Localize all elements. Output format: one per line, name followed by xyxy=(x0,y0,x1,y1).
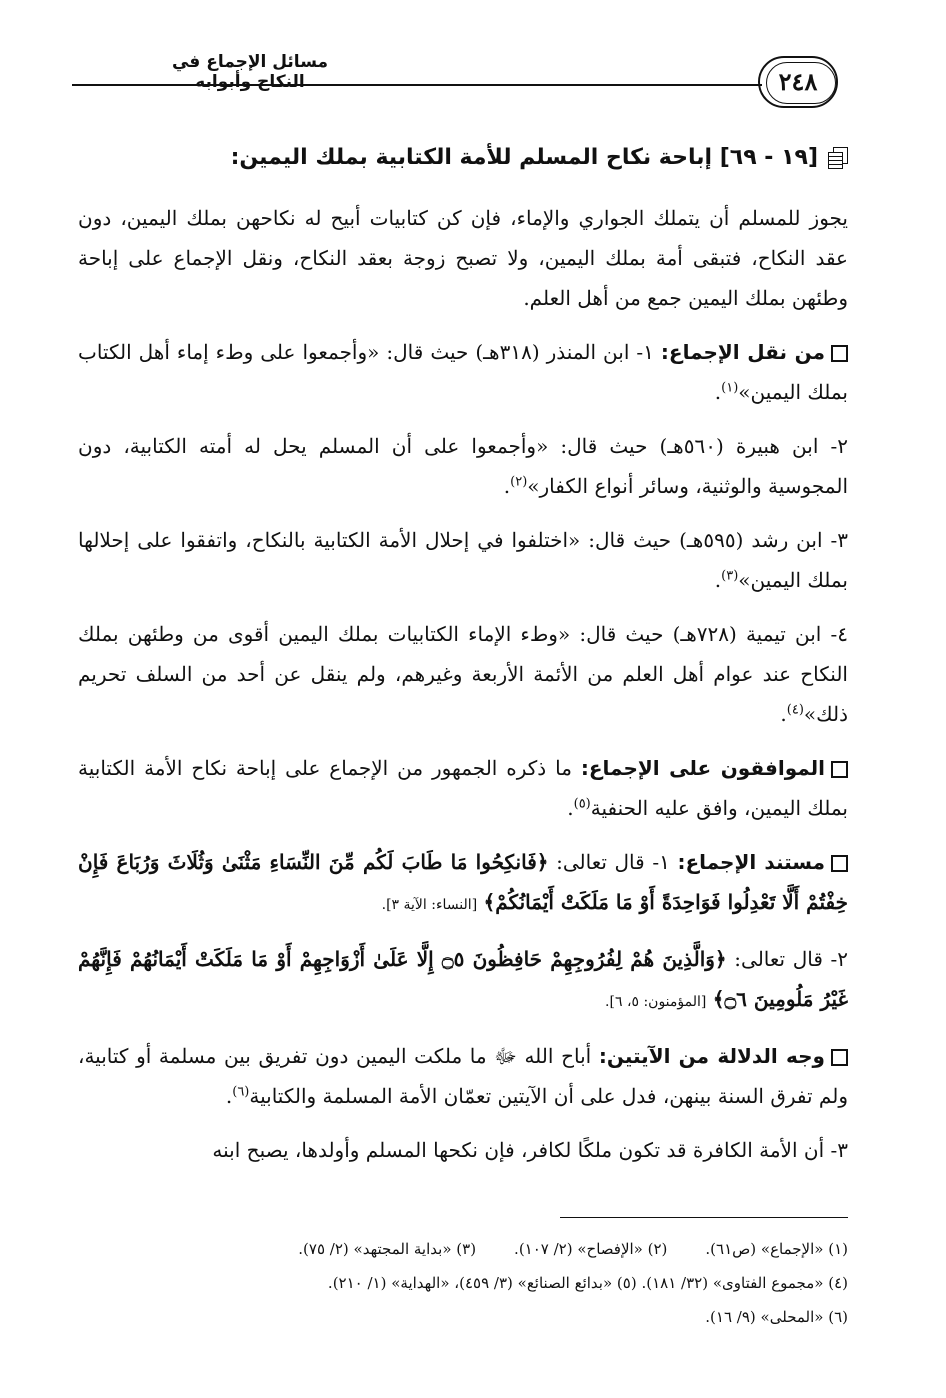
transmitter-paragraph-3: ٣- ابن رشد (٥٩٥هـ) حيث قال: «اختلفوا في إحلال الأمة الكتابية بالنكاح، واتفقوا على إحلالها بملك اليمين»$^{(٣)}$. xyxy=(78,528,848,592)
transmitter-text-1: ١- ابن المنذر (٣١٨هـ) حيث قال: «وأجمعوا على وطء إماء أهل الكتاب بملك اليمين» xyxy=(78,340,848,404)
footnote-ref-6: (٦) xyxy=(232,1084,250,1100)
checkbox-square-icon xyxy=(831,345,848,362)
checkbox-square-icon xyxy=(831,1049,848,1066)
footnote-ref-5: (٥) xyxy=(573,796,591,812)
section-heading-text: [١٩ - ٦٩] إباحة نكاح المسلم للأمة الكتابية بملك اليمين: xyxy=(230,145,818,170)
basis-paragraph-1 xyxy=(78,842,848,925)
footnote-row-1 xyxy=(78,1232,848,1266)
running-header-title: مسائل الإجماع في النكاح وأبوابه xyxy=(171,52,329,92)
footnote-1: (١) «الإجماع» (ص٦١). xyxy=(705,1240,848,1258)
verse-reference-2: [المؤمنون: ٥، ٦]. xyxy=(605,994,707,1010)
footnote-row-2 xyxy=(78,1266,848,1300)
documents-icon xyxy=(828,147,848,169)
basis-label: مستند الإجماع: xyxy=(677,850,826,874)
footnote-ref-1: (١) xyxy=(721,380,739,396)
intro-paragraph: يجوز للمسلم أن يتملك الجواري والإماء، فإن كن كتابيات أبيح له نكاحهن بملك اليمين، دون عقد النكاح، فتبقى أمة بملك اليمين، ولا تصبح زوجة بعقد النكاح، ونقل الإجماع على إباحة وطئهن بملك اليمين جمع من أهل العلم. xyxy=(78,206,848,310)
section-heading xyxy=(78,140,848,176)
transmitter-paragraph-2: ٢- ابن هبيرة (٥٦٠هـ) حيث قال: «وأجمعوا على أن المسلم يحل له أمته الكتابية، دون المجوسية والوثنية، وسائر أنواع الكفار»$^{(٢)}$. xyxy=(78,434,848,498)
footnote-6: (٦) «المحلى» (٩/ ١٦). xyxy=(705,1308,848,1326)
inference-paragraph: وجه الدلالة من الآيتين: أباح الله ﷻ ما ملكت اليمين دون تفريق بين مسلمة أو كتابية، ولم تفرق السنة بينهن، فدل على أن الآيتين تعمّان الأمة المسلمة والكتابية$^{(٦)}$. xyxy=(78,1044,848,1108)
agreeing-label: الموافقون على الإجماع: xyxy=(580,756,826,780)
footnote-3: (٣) «بداية المجتهد» (٢/ ٧٥). xyxy=(298,1240,477,1258)
page-number: ٢٤٨ xyxy=(758,56,838,108)
basis-paragraph-2 xyxy=(78,939,848,1022)
footnote-ref-3: (٣) xyxy=(721,568,739,584)
footnote-4-5: (٤) «مجموع الفتاوى» (٣٢/ ١٨١). (٥) «بدائع الصنائع» (٣/ ٤٥٩)، «الهداية» (١/ ٢١٠). xyxy=(327,1274,848,1292)
checkbox-square-icon xyxy=(831,761,848,778)
point3-paragraph: ٣- أن الأمة الكافرة قد تكون ملكًا لكافر، فإن نكحها المسلم وأولدها، يصبح ابنه xyxy=(212,1138,848,1162)
quran-verse-2: ﴿وَالَّذِينَ هُمْ لِفُرُوجِهِمْ حَافِظُونَ ۝٥ إِلَّا عَلَىٰ أَزْوَاجِهِمْ أَوْ مَا مَلَكَتْ أَيْمَانُهُمْ فَإِنَّهُمْ غَيْرُ مَلُومِينَ ۝٦﴾ xyxy=(78,947,848,1011)
inference-label: وجه الدلالة من الآيتين: xyxy=(598,1044,825,1068)
transmitter-text-3: ٣- ابن رشد (٥٩٥هـ) حيث قال: «اختلفوا في إحلال الأمة الكتابية بالنكاح، واتفقوا على إحلالها بملك اليمين» xyxy=(78,528,848,592)
agreeing-paragraph: الموافقون على الإجماع: ما ذكره الجمهور من الإجماع على إباحة نكاح الأمة الكتابية بملك اليمين، وافق عليه الحنفية$^{(٥)}$. xyxy=(78,756,848,820)
footnote-2: (٢) «الإفصاح» (٢/ ١٠٧). xyxy=(514,1240,668,1258)
checkbox-square-icon xyxy=(831,855,848,872)
inference-text: أباح الله ﷻ ما ملكت اليمين دون تفريق بين مسلمة أو كتابية، ولم تفرق السنة بينهن، فدل على أن الآيتين تعمّان الأمة المسلمة والكتابية xyxy=(78,1044,848,1108)
header-rule xyxy=(72,84,762,86)
transmitter-paragraph-4: ٤- ابن تيمية (٧٢٨هـ) حيث قال: «وطء الإماء الكتابيات بملك اليمين أقوى من وطئهن بملك النكاح عند عوام أهل العلم من الأئمة الأربعة وغيرهم، ولم ينقل عن أحد من السلف تحريم ذلك»$^{(٤)}$. xyxy=(78,622,848,726)
transmitter-text-4: ٤- ابن تيمية (٧٢٨هـ) حيث قال: «وطء الإماء الكتابيات بملك اليمين أقوى من وطئهن بملك النكاح عند عوام أهل العلم من الأئمة الأربعة وغيرهم، ولم ينقل عن أحد من السلف تحريم ذلك» xyxy=(78,622,848,726)
transmitter-text-2: ٢- ابن هبيرة (٥٦٠هـ) حيث قال: «وأجمعوا على أن المسلم يحل له أمته الكتابية، دون المجوسية والوثنية، وسائر أنواع الكفار» xyxy=(78,434,848,498)
agreeing-text: ما ذكره الجمهور من الإجماع على إباحة نكاح الأمة الكتابية بملك اليمين، وافق عليه الحنفية xyxy=(78,756,848,820)
verse-reference-1: [النساء: الآية ٣]. xyxy=(381,897,478,913)
quran-verse-1: ﴿فَانكِحُوا مَا طَابَ لَكُم مِّنَ النِّسَاءِ مَثْنَىٰ وَثُلَاثَ وَرُبَاعَ فَإِنْ خِفْتُمْ أَلَّا تَعْدِلُوا فَوَاحِدَةً أَوْ مَا مَلَكَتْ أَيْمَانُكُمْ﴾ xyxy=(78,850,848,914)
page-body xyxy=(78,140,848,1184)
transmitters-label: من نقل الإجماع: xyxy=(660,340,826,364)
basis-item1-intro: ١- قال تعالى: xyxy=(556,850,670,874)
basis-item2-intro: ٢- قال تعالى: xyxy=(734,947,849,971)
footnotes xyxy=(78,1232,848,1334)
transmitter-paragraph-1: من نقل الإجماع: ١- ابن المنذر (٣١٨هـ) حيث قال: «وأجمعوا على وطء إماء أهل الكتاب بملك اليمين»$^{(١)}$. xyxy=(78,340,848,404)
footnote-row-3 xyxy=(78,1300,848,1334)
footnote-ref-2: (٢) xyxy=(510,474,528,490)
footnote-ref-4: (٤) xyxy=(786,702,804,718)
footnote-separator xyxy=(560,1217,848,1218)
